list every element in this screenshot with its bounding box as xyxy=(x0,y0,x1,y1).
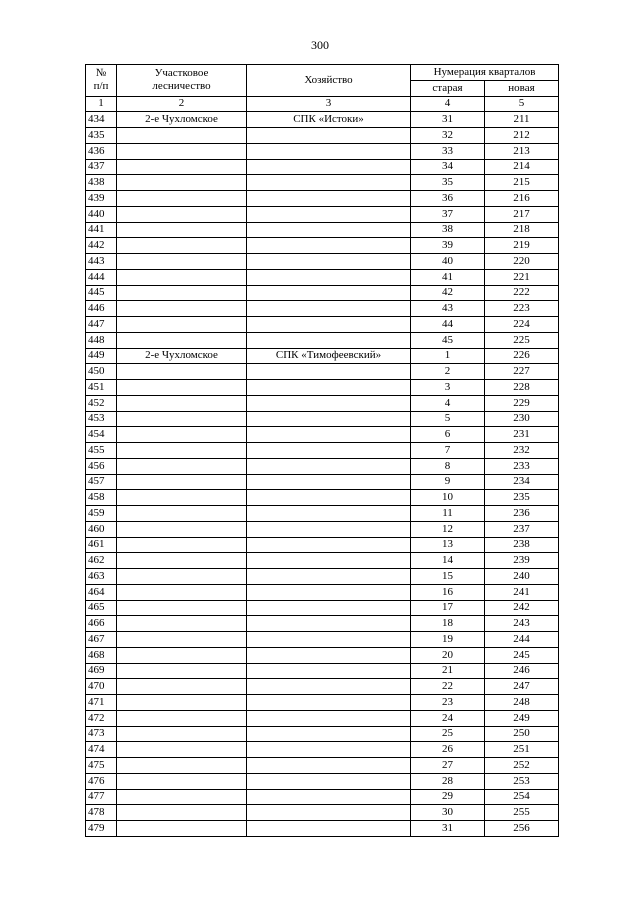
table-row xyxy=(86,758,559,774)
cell-new: 239 xyxy=(485,553,559,569)
cell-old: 39 xyxy=(411,238,485,254)
cell-num: 458 xyxy=(86,490,117,506)
cell-old: 16 xyxy=(411,584,485,600)
cell-district xyxy=(117,773,247,789)
cell-old: 21 xyxy=(411,663,485,679)
cell-district xyxy=(117,758,247,774)
cell-old: 43 xyxy=(411,301,485,317)
cell-old: 45 xyxy=(411,332,485,348)
cell-num: 452 xyxy=(86,395,117,411)
cell-num: 457 xyxy=(86,474,117,490)
cell-farm xyxy=(247,380,411,396)
column-number: 4 xyxy=(411,96,485,112)
cell-farm xyxy=(247,191,411,207)
cell-new: 243 xyxy=(485,616,559,632)
cell-new: 228 xyxy=(485,380,559,396)
cell-new: 219 xyxy=(485,238,559,254)
cell-new: 217 xyxy=(485,206,559,222)
cell-farm xyxy=(247,206,411,222)
cell-district xyxy=(117,395,247,411)
cell-district xyxy=(117,506,247,522)
cell-farm xyxy=(247,474,411,490)
cell-district xyxy=(117,710,247,726)
cell-new: 212 xyxy=(485,128,559,144)
cell-farm xyxy=(247,821,411,837)
cell-num: 479 xyxy=(86,821,117,837)
cell-num: 442 xyxy=(86,238,117,254)
cell-district xyxy=(117,647,247,663)
cell-farm: СПК «Истоки» xyxy=(247,112,411,128)
cell-district xyxy=(117,301,247,317)
cell-district xyxy=(117,191,247,207)
cell-new: 236 xyxy=(485,506,559,522)
cell-new: 254 xyxy=(485,789,559,805)
table-row xyxy=(86,254,559,270)
table-row xyxy=(86,506,559,522)
cell-old: 27 xyxy=(411,758,485,774)
cell-district xyxy=(117,805,247,821)
cell-num: 471 xyxy=(86,695,117,711)
cell-district xyxy=(117,427,247,443)
header-num-line2: п/п xyxy=(93,80,109,93)
table-row xyxy=(86,364,559,380)
table-row xyxy=(86,175,559,191)
cell-num: 444 xyxy=(86,269,117,285)
cell-district xyxy=(117,553,247,569)
table-row xyxy=(86,569,559,585)
cell-new: 231 xyxy=(485,427,559,443)
cell-old: 13 xyxy=(411,537,485,553)
cell-district xyxy=(117,742,247,758)
cell-farm xyxy=(247,159,411,175)
cell-farm xyxy=(247,758,411,774)
cell-farm xyxy=(247,175,411,191)
cell-new: 214 xyxy=(485,159,559,175)
cell-new: 225 xyxy=(485,332,559,348)
cell-new: 255 xyxy=(485,805,559,821)
cell-farm xyxy=(247,773,411,789)
cell-new: 229 xyxy=(485,395,559,411)
table-row xyxy=(86,143,559,159)
cell-farm xyxy=(247,128,411,144)
cell-num: 472 xyxy=(86,710,117,726)
header-farm: Хозяйство xyxy=(247,65,411,97)
table-row xyxy=(86,695,559,711)
cell-farm xyxy=(247,332,411,348)
cell-new: 224 xyxy=(485,317,559,333)
cell-num: 456 xyxy=(86,458,117,474)
table-row xyxy=(86,317,559,333)
table-row xyxy=(86,128,559,144)
cell-farm xyxy=(247,616,411,632)
cell-new: 251 xyxy=(485,742,559,758)
cell-district: 2-е Чухломское xyxy=(117,348,247,364)
cell-num: 468 xyxy=(86,647,117,663)
table-row xyxy=(86,395,559,411)
cell-old: 33 xyxy=(411,143,485,159)
column-number-row xyxy=(86,96,559,112)
cell-old: 29 xyxy=(411,789,485,805)
cell-num: 459 xyxy=(86,506,117,522)
cell-district xyxy=(117,569,247,585)
cell-farm xyxy=(247,222,411,238)
cell-farm xyxy=(247,269,411,285)
cell-farm xyxy=(247,506,411,522)
cell-district xyxy=(117,285,247,301)
cell-old: 4 xyxy=(411,395,485,411)
cell-farm xyxy=(247,695,411,711)
cell-district xyxy=(117,490,247,506)
table-row xyxy=(86,789,559,805)
cell-old: 26 xyxy=(411,742,485,758)
cell-num: 449 xyxy=(86,348,117,364)
cell-new: 235 xyxy=(485,490,559,506)
cell-new: 234 xyxy=(485,474,559,490)
cell-num: 460 xyxy=(86,521,117,537)
cell-num: 450 xyxy=(86,364,117,380)
table-row xyxy=(86,348,559,364)
cell-new: 250 xyxy=(485,726,559,742)
table-row xyxy=(86,301,559,317)
cell-district xyxy=(117,679,247,695)
cell-num: 436 xyxy=(86,143,117,159)
cell-new: 253 xyxy=(485,773,559,789)
column-number: 5 xyxy=(485,96,559,112)
cell-district xyxy=(117,175,247,191)
table-row xyxy=(86,600,559,616)
cell-num: 466 xyxy=(86,616,117,632)
cell-farm xyxy=(247,632,411,648)
table-row xyxy=(86,584,559,600)
cell-district xyxy=(117,222,247,238)
cell-district xyxy=(117,474,247,490)
cell-new: 220 xyxy=(485,254,559,270)
cell-district xyxy=(117,332,247,348)
cell-new: 246 xyxy=(485,663,559,679)
cell-farm xyxy=(247,443,411,459)
cell-old: 25 xyxy=(411,726,485,742)
cell-new: 227 xyxy=(485,364,559,380)
cell-new: 213 xyxy=(485,143,559,159)
cell-old: 8 xyxy=(411,458,485,474)
cell-old: 31 xyxy=(411,821,485,837)
cell-district xyxy=(117,663,247,679)
cell-num: 443 xyxy=(86,254,117,270)
cell-farm xyxy=(247,537,411,553)
cell-new: 241 xyxy=(485,584,559,600)
cell-district xyxy=(117,584,247,600)
page-number: 300 xyxy=(311,38,329,52)
cell-old: 19 xyxy=(411,632,485,648)
table-row xyxy=(86,411,559,427)
cell-district xyxy=(117,789,247,805)
cell-farm xyxy=(247,458,411,474)
cell-new: 237 xyxy=(485,521,559,537)
cell-new: 218 xyxy=(485,222,559,238)
cell-old: 11 xyxy=(411,506,485,522)
cell-old: 1 xyxy=(411,348,485,364)
table-row xyxy=(86,474,559,490)
cell-old: 42 xyxy=(411,285,485,301)
cell-new: 232 xyxy=(485,443,559,459)
cell-num: 440 xyxy=(86,206,117,222)
cell-num: 478 xyxy=(86,805,117,821)
cell-new: 221 xyxy=(485,269,559,285)
cell-new: 249 xyxy=(485,710,559,726)
cell-old: 41 xyxy=(411,269,485,285)
table-row xyxy=(86,380,559,396)
cell-old: 7 xyxy=(411,443,485,459)
cell-farm xyxy=(247,742,411,758)
header-num-line1: № xyxy=(95,67,107,80)
cell-old: 2 xyxy=(411,364,485,380)
table-row xyxy=(86,269,559,285)
table-row xyxy=(86,285,559,301)
cell-num: 451 xyxy=(86,380,117,396)
cell-new: 252 xyxy=(485,758,559,774)
cell-old: 35 xyxy=(411,175,485,191)
table-row xyxy=(86,616,559,632)
cell-farm xyxy=(247,679,411,695)
cell-farm xyxy=(247,317,411,333)
cell-old: 23 xyxy=(411,695,485,711)
cell-new: 211 xyxy=(485,112,559,128)
cell-farm xyxy=(247,427,411,443)
cell-old: 3 xyxy=(411,380,485,396)
table-row xyxy=(86,443,559,459)
table-row xyxy=(86,490,559,506)
cell-num: 434 xyxy=(86,112,117,128)
cell-district xyxy=(117,269,247,285)
table-row xyxy=(86,632,559,648)
cell-num: 445 xyxy=(86,285,117,301)
cell-old: 22 xyxy=(411,679,485,695)
table-row xyxy=(86,821,559,837)
cell-farm xyxy=(247,254,411,270)
cell-old: 5 xyxy=(411,411,485,427)
cell-district xyxy=(117,632,247,648)
cell-district xyxy=(117,128,247,144)
cell-new: 238 xyxy=(485,537,559,553)
cell-num: 455 xyxy=(86,443,117,459)
cell-district xyxy=(117,143,247,159)
header-district-line1: Участковое xyxy=(154,67,209,80)
cell-old: 32 xyxy=(411,128,485,144)
cell-farm xyxy=(247,553,411,569)
cell-farm xyxy=(247,805,411,821)
table-row xyxy=(86,710,559,726)
cell-district xyxy=(117,616,247,632)
table-row xyxy=(86,773,559,789)
cell-old: 28 xyxy=(411,773,485,789)
cell-district: 2-е Чухломское xyxy=(117,112,247,128)
cell-district xyxy=(117,206,247,222)
cell-num: 476 xyxy=(86,773,117,789)
table-row xyxy=(86,159,559,175)
cell-farm xyxy=(247,411,411,427)
cell-district xyxy=(117,821,247,837)
cell-new: 247 xyxy=(485,679,559,695)
cell-new: 233 xyxy=(485,458,559,474)
header-old: старая xyxy=(411,80,485,96)
cell-old: 10 xyxy=(411,490,485,506)
cell-new: 244 xyxy=(485,632,559,648)
table-row xyxy=(86,742,559,758)
cell-old: 38 xyxy=(411,222,485,238)
cell-new: 230 xyxy=(485,411,559,427)
header-new: новая xyxy=(485,80,559,96)
cell-num: 461 xyxy=(86,537,117,553)
cell-old: 15 xyxy=(411,569,485,585)
cell-district xyxy=(117,600,247,616)
cell-farm xyxy=(247,584,411,600)
cell-old: 14 xyxy=(411,553,485,569)
cell-farm xyxy=(247,789,411,805)
cell-old: 44 xyxy=(411,317,485,333)
cell-old: 24 xyxy=(411,710,485,726)
cell-old: 20 xyxy=(411,647,485,663)
cell-num: 439 xyxy=(86,191,117,207)
cell-num: 454 xyxy=(86,427,117,443)
header-num xyxy=(86,65,117,97)
cell-num: 469 xyxy=(86,663,117,679)
cell-num: 448 xyxy=(86,332,117,348)
cell-farm xyxy=(247,285,411,301)
cell-district xyxy=(117,695,247,711)
cell-num: 446 xyxy=(86,301,117,317)
cell-new: 242 xyxy=(485,600,559,616)
header-district-line2: лесничество xyxy=(152,80,211,93)
cell-old: 31 xyxy=(411,112,485,128)
cell-district xyxy=(117,443,247,459)
table-row xyxy=(86,553,559,569)
table-row xyxy=(86,663,559,679)
cell-farm xyxy=(247,710,411,726)
cell-num: 462 xyxy=(86,553,117,569)
column-number: 2 xyxy=(117,96,247,112)
table-row xyxy=(86,537,559,553)
cell-new: 248 xyxy=(485,695,559,711)
cell-new: 216 xyxy=(485,191,559,207)
cell-old: 9 xyxy=(411,474,485,490)
cell-old: 34 xyxy=(411,159,485,175)
cell-num: 477 xyxy=(86,789,117,805)
table-row xyxy=(86,238,559,254)
cell-farm xyxy=(247,301,411,317)
cell-district xyxy=(117,411,247,427)
table-row xyxy=(86,679,559,695)
cell-district xyxy=(117,238,247,254)
cell-farm xyxy=(247,663,411,679)
cell-district xyxy=(117,159,247,175)
cell-old: 36 xyxy=(411,191,485,207)
cell-old: 12 xyxy=(411,521,485,537)
cell-num: 467 xyxy=(86,632,117,648)
table-row xyxy=(86,647,559,663)
table-row xyxy=(86,805,559,821)
cell-num: 447 xyxy=(86,317,117,333)
table-row xyxy=(86,191,559,207)
cell-old: 40 xyxy=(411,254,485,270)
cell-num: 474 xyxy=(86,742,117,758)
table-row xyxy=(86,206,559,222)
cell-num: 463 xyxy=(86,569,117,585)
cell-num: 437 xyxy=(86,159,117,175)
header-district xyxy=(117,65,247,97)
cell-district xyxy=(117,254,247,270)
table-body xyxy=(86,112,559,837)
cell-farm xyxy=(247,569,411,585)
cell-old: 6 xyxy=(411,427,485,443)
cell-num: 464 xyxy=(86,584,117,600)
cell-farm xyxy=(247,490,411,506)
cell-old: 17 xyxy=(411,600,485,616)
cell-new: 226 xyxy=(485,348,559,364)
cell-old: 18 xyxy=(411,616,485,632)
cell-district xyxy=(117,537,247,553)
cell-old: 30 xyxy=(411,805,485,821)
table-row xyxy=(86,427,559,443)
column-number: 3 xyxy=(247,96,411,112)
table-row xyxy=(86,458,559,474)
table-row xyxy=(86,332,559,348)
cell-num: 435 xyxy=(86,128,117,144)
cell-num: 441 xyxy=(86,222,117,238)
table-row xyxy=(86,112,559,128)
table-row xyxy=(86,726,559,742)
cell-farm xyxy=(247,647,411,663)
cell-farm xyxy=(247,395,411,411)
cell-farm xyxy=(247,600,411,616)
cell-farm xyxy=(247,521,411,537)
cell-district xyxy=(117,364,247,380)
cell-num: 465 xyxy=(86,600,117,616)
cell-district xyxy=(117,726,247,742)
cell-district xyxy=(117,380,247,396)
table-row xyxy=(86,521,559,537)
cell-district xyxy=(117,458,247,474)
cell-new: 222 xyxy=(485,285,559,301)
column-number: 1 xyxy=(86,96,117,112)
header-numbering: Нумерация кварталов xyxy=(411,65,559,81)
cell-farm xyxy=(247,364,411,380)
cell-new: 256 xyxy=(485,821,559,837)
cell-farm xyxy=(247,238,411,254)
cell-new: 223 xyxy=(485,301,559,317)
cell-num: 470 xyxy=(86,679,117,695)
cell-farm xyxy=(247,726,411,742)
cell-farm xyxy=(247,143,411,159)
cell-district xyxy=(117,521,247,537)
cell-new: 215 xyxy=(485,175,559,191)
cell-new: 245 xyxy=(485,647,559,663)
cell-district xyxy=(117,317,247,333)
cell-num: 473 xyxy=(86,726,117,742)
cell-new: 240 xyxy=(485,569,559,585)
cell-num: 438 xyxy=(86,175,117,191)
cell-farm: СПК «Тимофеевский» xyxy=(247,348,411,364)
quarters-table xyxy=(85,64,559,837)
cell-num: 453 xyxy=(86,411,117,427)
table-row xyxy=(86,222,559,238)
cell-old: 37 xyxy=(411,206,485,222)
cell-num: 475 xyxy=(86,758,117,774)
